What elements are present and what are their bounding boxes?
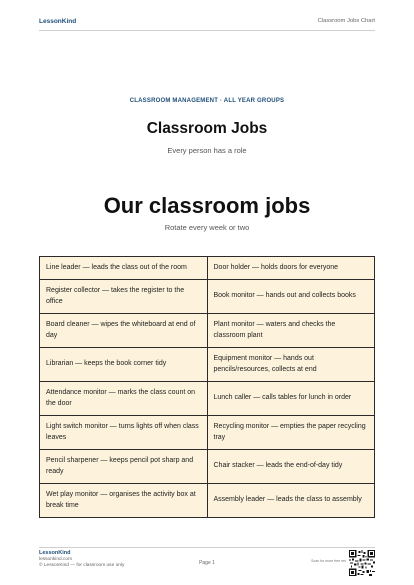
job-cell: Pencil sharpener — keeps pencil pot sharp and ready xyxy=(40,450,208,484)
table-row xyxy=(40,484,375,518)
job-cell: Recycling monitor — empties the paper recycling tray xyxy=(207,416,375,450)
table-row xyxy=(40,314,375,348)
job-cell: Plant monitor — waters and checks the classroom plant xyxy=(207,314,375,348)
job-cell: Librarian — keeps the book corner tidy xyxy=(40,348,208,382)
table-row xyxy=(40,280,375,314)
document-title: Classroom Jobs Chart xyxy=(317,18,375,24)
table-row xyxy=(40,257,375,280)
page-title: Classroom Jobs xyxy=(146,120,268,137)
category-eyebrow: CLASSROOM MANAGEMENT · ALL YEAR GROUPS xyxy=(129,98,285,104)
footer-copyright: © LessonKind — for classroom use only xyxy=(39,562,125,568)
qr-code-icon[interactable] xyxy=(349,550,375,576)
job-cell: Door holder — holds doors for everyone xyxy=(207,257,375,280)
job-cell: Equipment monitor — hands out pencils/resources, collects at end xyxy=(207,348,375,382)
scan-note: Scan for more free res xyxy=(311,559,346,563)
page-subtitle: Every person has a role xyxy=(167,146,247,155)
table-row xyxy=(40,450,375,484)
job-cell: Line leader — leads the class out of the room xyxy=(40,257,208,280)
jobs-table xyxy=(39,256,375,518)
job-cell: Attendance monitor — marks the class count on the door xyxy=(40,382,208,416)
job-cell: Wet play monitor — organises the activity box at break time xyxy=(40,484,208,518)
page-number: Page 1 xyxy=(199,560,215,566)
page-header xyxy=(39,15,375,27)
job-cell: Assembly leader — leads the class to assembly xyxy=(207,484,375,518)
section-subheading: Rotate every week or two xyxy=(164,223,250,232)
job-cell: Book monitor — hands out and collects books xyxy=(207,280,375,314)
footer-brand: LessonKind xyxy=(39,550,71,556)
job-cell: Lunch caller — calls tables for lunch in order xyxy=(207,382,375,416)
table-row xyxy=(40,382,375,416)
job-cell: Board cleaner — wipes the whiteboard at end of day xyxy=(40,314,208,348)
table-row xyxy=(40,416,375,450)
footer-site-link[interactable]: lessonkind.com xyxy=(39,556,73,562)
brand-logo[interactable]: LessonKind xyxy=(39,17,77,25)
job-cell: Light switch monitor — turns lights off when class leaves xyxy=(40,416,208,450)
job-cell: Chair stacker — leads the end-of-day tidy xyxy=(207,450,375,484)
section-heading: Our classroom jobs xyxy=(103,193,311,218)
table-row xyxy=(40,348,375,382)
header-divider xyxy=(39,30,375,31)
footer-divider xyxy=(39,547,375,548)
job-cell: Register collector — takes the register to the office xyxy=(40,280,208,314)
